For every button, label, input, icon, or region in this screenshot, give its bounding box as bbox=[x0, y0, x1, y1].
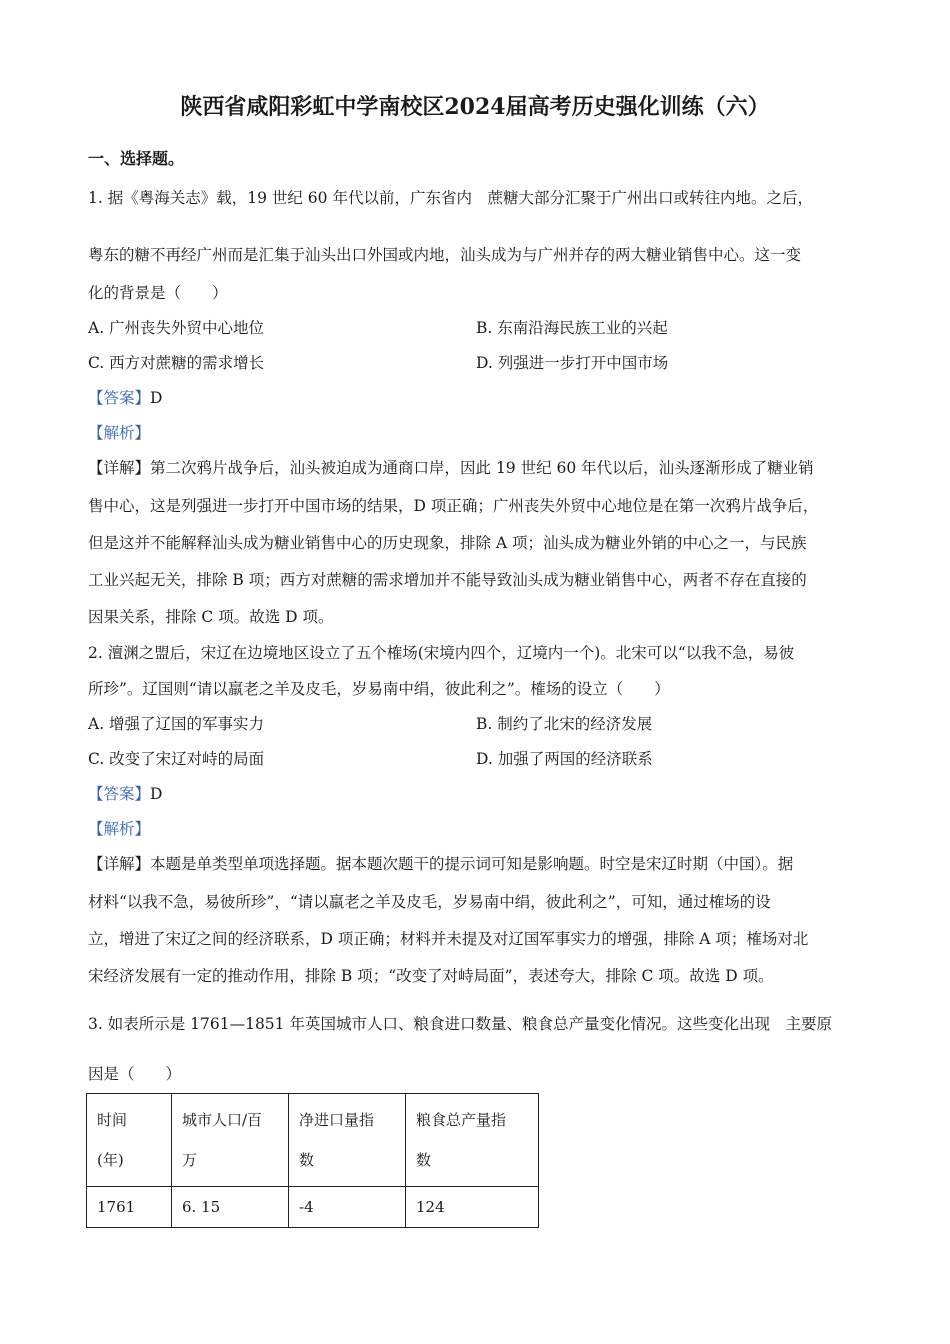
answer-value: D bbox=[150, 785, 163, 803]
table-header-cell: 时间 (年) bbox=[87, 1094, 172, 1187]
q2-detail-line-2: 材料“以我不急，易彼所珍”，“请以羸老之羊及皮毛，岁易南中绢，彼此利之”，可知，通过榷场的设 bbox=[88, 893, 771, 911]
q1-option-c: C. 西方对蔗糖的需求增长 bbox=[88, 354, 265, 372]
table-cell: -4 bbox=[289, 1187, 406, 1228]
table-header-cell: 城市人口/百 万 bbox=[172, 1094, 289, 1187]
q1-stem-line-2: 粤东的糖不再经广州而是汇集于汕头出口外国或内地，汕头成为与广州并存的两大糖业销售中心。这一变 bbox=[88, 246, 802, 264]
table-cell: 124 bbox=[406, 1187, 539, 1228]
q1-detail-line-2: 售中心，这是列强进一步打开中国市场的结果，D 项正确；广州丧失外贸中心地位是在第一次鸦片战争后， bbox=[88, 497, 819, 515]
q3-stem-line-1: 3. 如表所示是 1761—1851 年英国城市人口、粮食进口数量、粮食总产量变化情况。这些变化出现 主要原 bbox=[88, 1015, 832, 1033]
q2-detail-line-4: 宋经济发展有一定的推动作用，排除 B 项；“改变了对峙局面”，表述夸大，排除 C 项。故选 D 项。 bbox=[88, 967, 774, 985]
q2-detail-line-1 bbox=[88, 852, 793, 874]
table-header-cell: 净进口量指 数 bbox=[289, 1094, 406, 1187]
q2-stem-line-2: 所珍”。辽国则“请以羸老之羊及皮毛，岁易南中绢，彼此利之”。榷场的设立（ ） bbox=[88, 680, 670, 698]
q1-detail-line-5: 因果关系，排除 C 项。故选 D 项。 bbox=[88, 608, 334, 626]
q1-detail-line-4: 工业兴起无关，排除 B 项；西方对蔗糖的需求增加并不能导致汕头成为糖业销售中心，两者不存在直接的 bbox=[88, 571, 807, 589]
q1-option-b: B. 东南沿海民族工业的兴起 bbox=[476, 319, 668, 337]
q1-stem-line-1: 1. 据《粤海关志》载，19 世纪 60 年代以前，广东省内 蔗糖大部分汇聚于广州出口或转往内地。之后， bbox=[88, 189, 813, 207]
q1-option-d: D. 列强进一步打开中国市场 bbox=[476, 354, 669, 372]
table-header-row bbox=[87, 1094, 539, 1187]
q1-detail-line-3: 但是这并不能解释汕头成为糖业销售中心的历史现象，排除 A 项；汕头成为糖业外销的中心之一，与民族 bbox=[88, 534, 807, 552]
detail-tag: 【详解】 bbox=[88, 855, 151, 873]
q2-analysis-tag: 【解析】 bbox=[88, 820, 151, 838]
detail-text: 本题是单类型单项选择题。据本题次题干的提示词可知是影响题。时空是宋辽时期（中国）。据 bbox=[150, 855, 794, 873]
answer-tag: 【答案】 bbox=[88, 389, 151, 407]
q1-stem-line-3: 化的背景是（ ） bbox=[88, 284, 228, 302]
q2-answer bbox=[88, 782, 162, 804]
section-heading: 一、选择题。 bbox=[88, 149, 185, 168]
table-header-cell: 粮食总产量指 数 bbox=[406, 1094, 539, 1187]
q2-option-c: C. 改变了宋辽对峙的局面 bbox=[88, 750, 265, 768]
answer-tag: 【答案】 bbox=[88, 785, 151, 803]
data-table bbox=[86, 1093, 539, 1228]
q2-option-d: D. 加强了两国的经济联系 bbox=[476, 750, 653, 768]
detail-tag: 【详解】 bbox=[88, 459, 151, 477]
q3-stem-line-2: 因是（ ） bbox=[88, 1065, 182, 1083]
q2-stem-line-1: 2. 澶渊之盟后，宋辽在边境地区设立了五个榷场(宋境内四个，辽境内一个)。北宋可以“以我不急，易彼 bbox=[88, 644, 795, 662]
q1-analysis-tag: 【解析】 bbox=[88, 424, 151, 442]
q1-detail-line-1 bbox=[88, 456, 814, 478]
answer-value: D bbox=[150, 389, 163, 407]
table-row bbox=[87, 1187, 539, 1228]
q2-option-b: B. 制约了北宋的经济发展 bbox=[476, 715, 653, 733]
q1-answer bbox=[88, 386, 162, 408]
q1-option-a: A. 广州丧失外贸中心地位 bbox=[88, 319, 265, 337]
q2-detail-line-3: 立，增进了宋辽之间的经济联系，D 项正确；材料并未提及对辽国军事实力的增强，排除 A 项；榷场对北 bbox=[88, 930, 809, 948]
detail-text: 第二次鸦片战争后，汕头被迫成为通商口岸，因此 19 世纪 60 年代以后，汕头逐渐形成了糖业销 bbox=[150, 459, 814, 477]
page-title: 陕西省咸阳彩虹中学南校区2024届高考历史强化训练（六） bbox=[180, 94, 770, 120]
table-cell: 6. 15 bbox=[172, 1187, 289, 1228]
q2-option-a: A. 增强了辽国的军事实力 bbox=[88, 715, 265, 733]
table-cell: 1761 bbox=[87, 1187, 172, 1228]
